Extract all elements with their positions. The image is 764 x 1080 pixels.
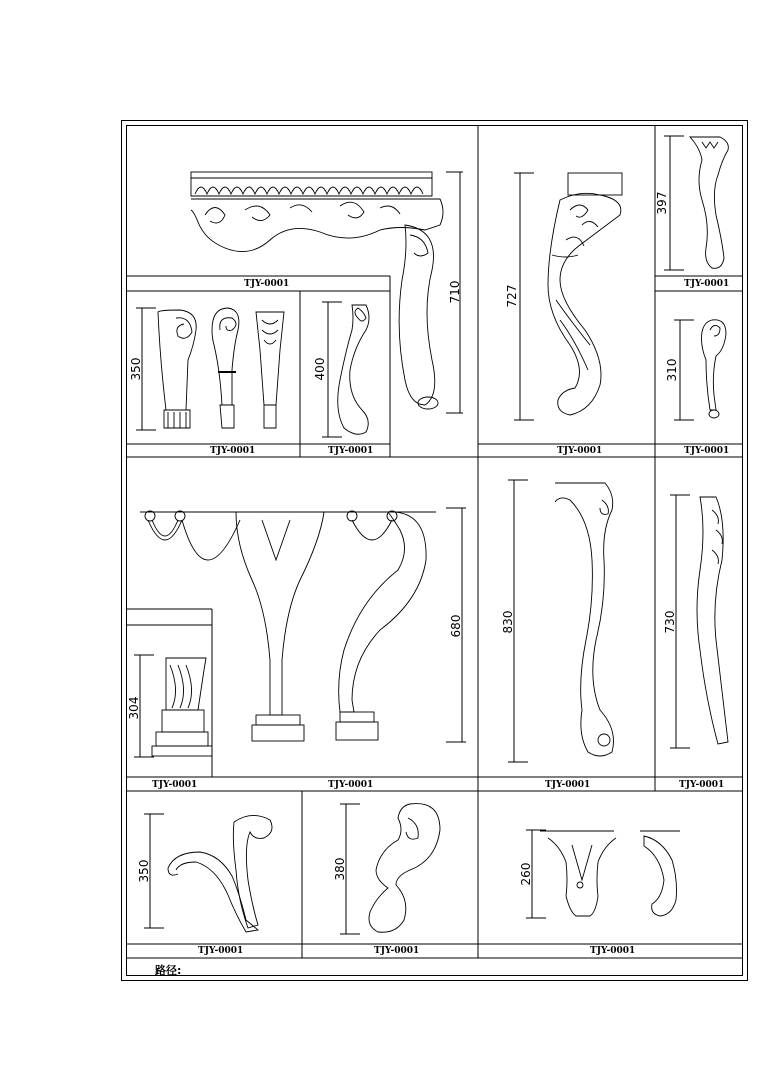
carved-leg-727-drawing — [548, 173, 622, 415]
dimension-label-710: 710 — [448, 280, 462, 304]
slim-leg-drawing — [338, 305, 369, 434]
code-label-p7: TJY-0001 — [328, 780, 374, 790]
dimension-label-310: 310 — [665, 358, 679, 382]
small-leg-397-drawing — [690, 137, 728, 268]
code-label-p8: TJY-0001 — [152, 780, 198, 790]
code-label-p10: TJY-0001 — [679, 780, 725, 790]
grid-lines — [126, 125, 743, 958]
code-label-p11: TJY-0001 — [198, 946, 244, 956]
code-label-p2: TJY-0001 — [210, 446, 256, 456]
scroll-leg-310-drawing — [702, 320, 727, 418]
carved-leg-380-drawing — [369, 804, 440, 933]
code-label-p3: TJY-0001 — [328, 446, 374, 456]
code-label-p1: TJY-0001 — [244, 279, 290, 289]
small-feet-260-drawing — [540, 831, 680, 916]
dimension-label-304: 304 — [127, 696, 141, 720]
code-label-p9: TJY-0001 — [545, 780, 591, 790]
dimension-label-397: 397 — [655, 191, 669, 215]
dimension-label-680: 680 — [449, 614, 463, 638]
code-label-p5: TJY-0001 — [684, 279, 730, 289]
dimension-label-727: 727 — [505, 284, 519, 308]
code-label-p12: TJY-0001 — [374, 946, 420, 956]
pedestal-304-drawing — [152, 658, 212, 756]
dimension-label-350b: 350 — [137, 859, 151, 883]
path-label: 路径: — [155, 964, 182, 977]
code-label-p4: TJY-0001 — [557, 446, 603, 456]
dimension-label-350a: 350 — [129, 357, 143, 381]
scroll-legs-drawing — [158, 308, 284, 428]
dimension-label-260: 260 — [519, 862, 533, 886]
swag-table-drawing — [140, 511, 436, 741]
dimension-label-730: 730 — [663, 610, 677, 634]
scroll-leg-350b-drawing — [168, 815, 272, 932]
dimension-label-830: 830 — [501, 610, 515, 634]
leg-730-drawing — [697, 497, 728, 744]
code-label-p6: TJY-0001 — [684, 446, 730, 456]
code-label-p13: TJY-0001 — [590, 946, 636, 956]
tall-leg-830-drawing — [555, 483, 614, 756]
dimension-label-380: 380 — [333, 857, 347, 881]
dimension-label-400: 400 — [313, 357, 327, 381]
